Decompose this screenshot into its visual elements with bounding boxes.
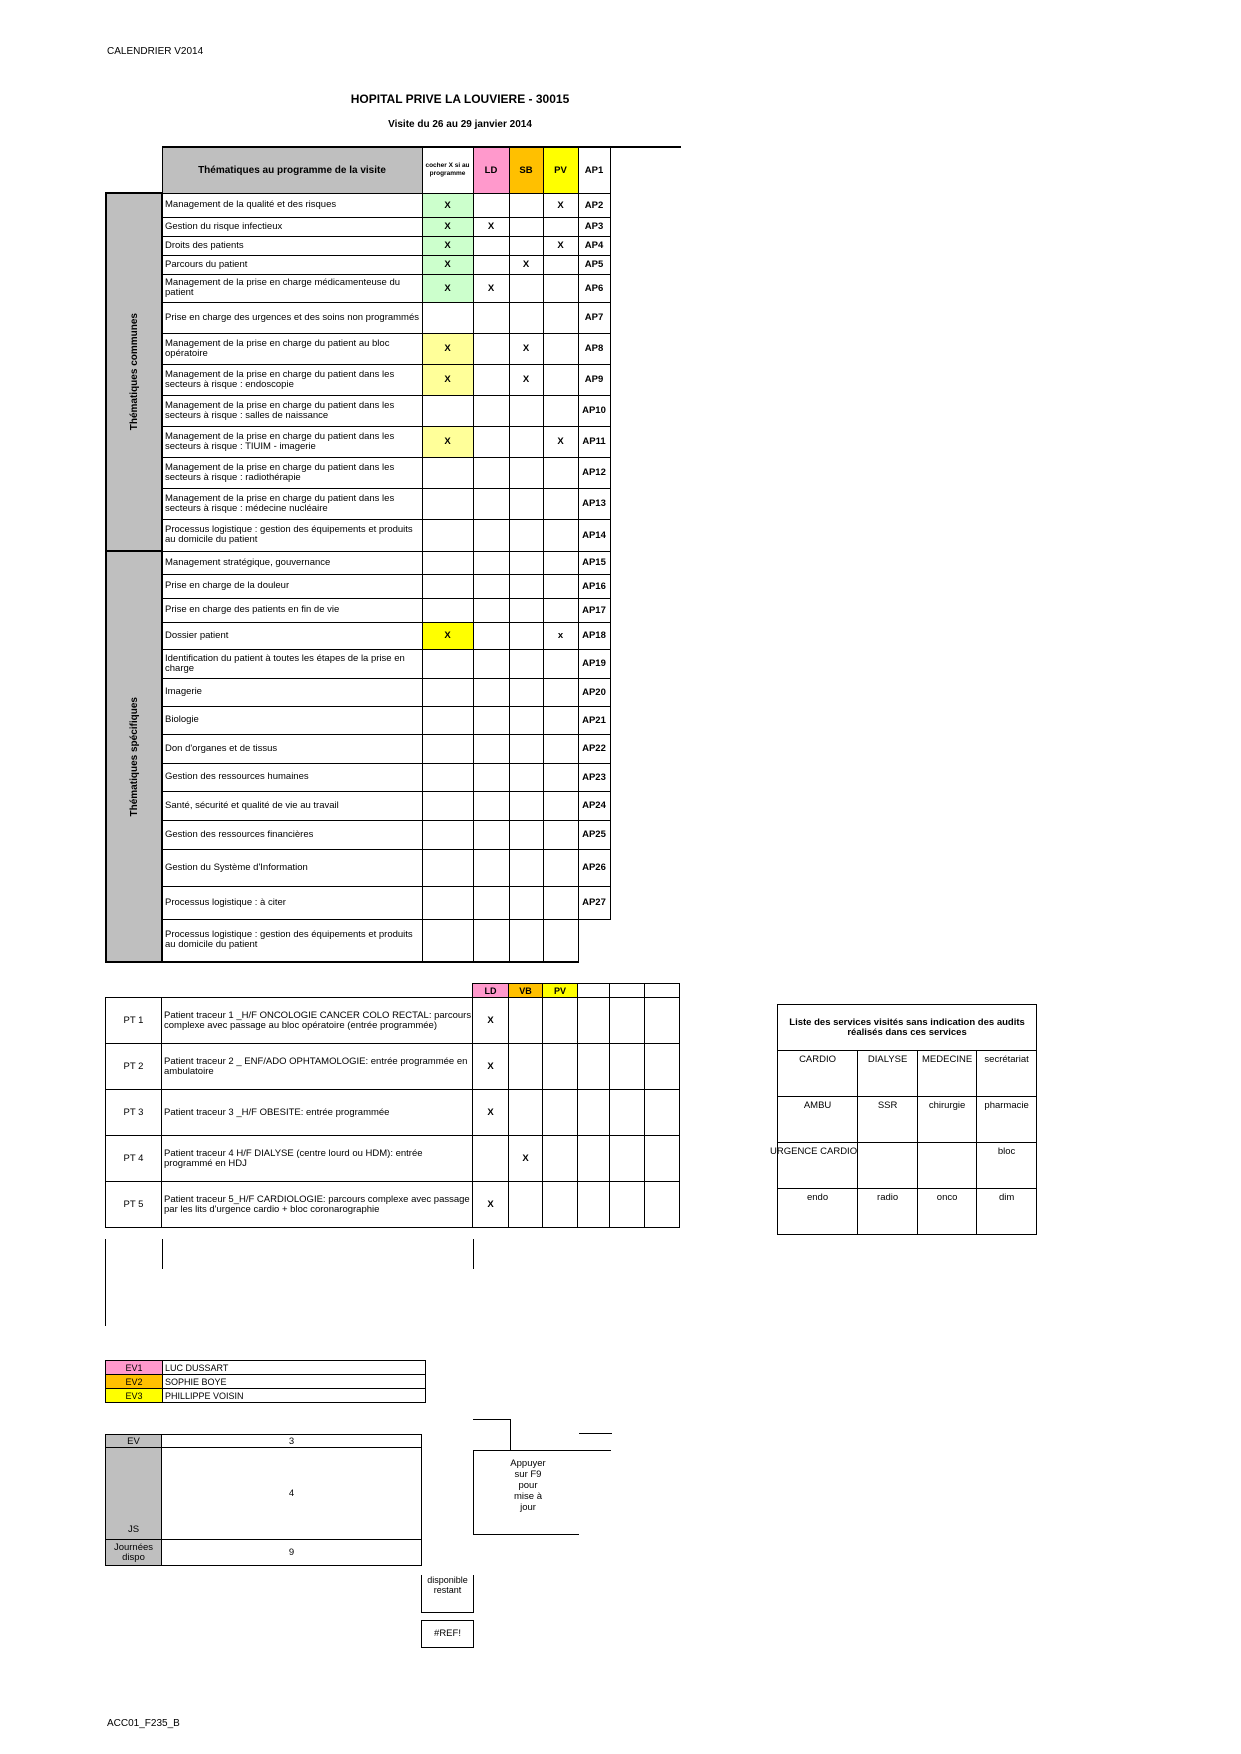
theme-label: Management de la prise en charge du patient dans les secteurs à risque : salles de naissance bbox=[162, 395, 422, 426]
document-code: CALENDRIER V2014 bbox=[107, 46, 204, 57]
pt-vb[interactable] bbox=[509, 1090, 543, 1136]
themes-table bbox=[105, 146, 611, 963]
theme-pv[interactable] bbox=[543, 598, 578, 622]
services-title: Liste des services visités sans indication des audits réalisés dans ces services bbox=[778, 1005, 1037, 1051]
pt-cell[interactable] bbox=[578, 998, 610, 1044]
divider bbox=[473, 1534, 579, 1535]
theme-sb[interactable] bbox=[509, 519, 543, 551]
theme-label: Gestion du risque infectieux bbox=[162, 217, 422, 236]
theme-ap: AP8 bbox=[578, 333, 610, 364]
pt-pv[interactable] bbox=[543, 998, 578, 1044]
theme-check[interactable] bbox=[422, 919, 473, 962]
theme-sb[interactable] bbox=[509, 395, 543, 426]
theme-ld[interactable] bbox=[473, 820, 509, 849]
journees-value: 9 bbox=[162, 1540, 422, 1566]
pt-cell[interactable] bbox=[645, 998, 680, 1044]
theme-label: Identification du patient à toutes les étapes de la prise en charge bbox=[162, 649, 422, 678]
theme-ap: AP11 bbox=[578, 426, 610, 457]
theme-sb[interactable] bbox=[509, 488, 543, 519]
theme-ap: AP21 bbox=[578, 706, 610, 734]
service-cell: CARDIO bbox=[778, 1051, 858, 1097]
pt-pv[interactable] bbox=[543, 1182, 578, 1228]
pt-blank-header bbox=[578, 984, 610, 998]
ev-value: 3 bbox=[162, 1435, 422, 1448]
theme-ld[interactable] bbox=[473, 919, 509, 962]
theme-label: Gestion des ressources humaines bbox=[162, 763, 422, 791]
theme-sb[interactable] bbox=[509, 919, 543, 962]
theme-sb[interactable]: X bbox=[509, 255, 543, 274]
theme-label: Management de la prise en charge du patient au bloc opératoire bbox=[162, 333, 422, 364]
theme-ld[interactable] bbox=[473, 734, 509, 763]
theme-check[interactable] bbox=[422, 519, 473, 551]
theme-label: Management stratégique, gouvernance bbox=[162, 551, 422, 574]
theme-check[interactable] bbox=[422, 574, 473, 598]
theme-check[interactable] bbox=[422, 395, 473, 426]
divider bbox=[579, 1433, 612, 1434]
divider bbox=[473, 1450, 611, 1451]
theme-pv[interactable] bbox=[543, 734, 578, 763]
pt-code: PT 1 bbox=[106, 998, 162, 1044]
pt-code: PT 2 bbox=[106, 1044, 162, 1090]
theme-check[interactable] bbox=[422, 763, 473, 791]
pt-vb[interactable]: X bbox=[509, 1136, 543, 1182]
theme-pv[interactable] bbox=[543, 217, 578, 236]
theme-label: Don d'organes et de tissus bbox=[162, 734, 422, 763]
service-cell: pharmacie bbox=[977, 1097, 1037, 1143]
theme-sb[interactable] bbox=[509, 678, 543, 706]
pv-column-header: PV bbox=[543, 147, 578, 193]
pt-ld[interactable] bbox=[473, 1136, 509, 1182]
pt-cell[interactable] bbox=[645, 1136, 680, 1182]
pt-cell[interactable] bbox=[645, 1182, 680, 1228]
theme-ld[interactable] bbox=[473, 255, 509, 274]
theme-sb[interactable] bbox=[509, 649, 543, 678]
theme-check[interactable] bbox=[422, 551, 473, 574]
theme-ld[interactable] bbox=[473, 457, 509, 488]
pt-cell[interactable] bbox=[578, 1136, 610, 1182]
evaluator-code: EV3 bbox=[106, 1389, 163, 1403]
theme-ap: AP15 bbox=[578, 551, 610, 574]
theme-ld[interactable] bbox=[473, 302, 509, 333]
theme-sb[interactable] bbox=[509, 217, 543, 236]
evaluator-name: SOPHIE BOYE bbox=[163, 1375, 426, 1389]
theme-label: Processus logistique : gestion des équipements et produits au domicile du patient bbox=[162, 519, 422, 551]
f9-note: Appuyer sur F9 pour mise à jour bbox=[510, 1458, 546, 1513]
theme-ap: AP16 bbox=[578, 574, 610, 598]
sb-column-header: SB bbox=[509, 147, 543, 193]
theme-label: Gestion du Système d'Information bbox=[162, 849, 422, 886]
pt-cell[interactable] bbox=[610, 1090, 645, 1136]
pt-blank-header bbox=[645, 984, 680, 998]
service-cell: secrétariat bbox=[977, 1051, 1037, 1097]
evaluator-name: LUC DUSSART bbox=[163, 1361, 426, 1375]
theme-ap: AP19 bbox=[578, 649, 610, 678]
theme-check[interactable] bbox=[422, 734, 473, 763]
pt-ld[interactable]: X bbox=[473, 998, 509, 1044]
theme-pv[interactable] bbox=[543, 255, 578, 274]
theme-pv[interactable] bbox=[543, 551, 578, 574]
pt-code: PT 5 bbox=[106, 1182, 162, 1228]
group-specifiques: Thématiques spécifiques bbox=[106, 551, 162, 962]
theme-pv[interactable] bbox=[543, 820, 578, 849]
theme-ld[interactable] bbox=[473, 678, 509, 706]
theme-label: Prise en charge des patients en fin de vie bbox=[162, 598, 422, 622]
theme-ap: AP13 bbox=[578, 488, 610, 519]
theme-ld[interactable] bbox=[473, 426, 509, 457]
evaluator-code: EV2 bbox=[106, 1375, 163, 1389]
theme-sb[interactable] bbox=[509, 236, 543, 255]
page-title: HOPITAL PRIVE LA LOUVIERE - 30015 bbox=[350, 92, 570, 106]
service-cell: AMBU bbox=[778, 1097, 858, 1143]
theme-pv[interactable]: x bbox=[543, 622, 578, 649]
pt-label: Patient traceur 4 H/F DIALYSE (centre lourd ou HDM): entrée programmé en HDJ bbox=[162, 1136, 473, 1182]
theme-ld[interactable] bbox=[473, 598, 509, 622]
theme-check[interactable] bbox=[422, 820, 473, 849]
theme-ld[interactable] bbox=[473, 649, 509, 678]
theme-ld[interactable] bbox=[473, 236, 509, 255]
tracer-table bbox=[105, 983, 680, 1228]
service-cell: dim bbox=[977, 1189, 1037, 1235]
theme-check[interactable] bbox=[422, 302, 473, 333]
theme-pv[interactable]: X bbox=[543, 236, 578, 255]
theme-ld[interactable] bbox=[473, 706, 509, 734]
theme-pv[interactable] bbox=[543, 395, 578, 426]
theme-ap: AP2 bbox=[578, 193, 610, 217]
pt-ld[interactable]: X bbox=[473, 1044, 509, 1090]
pt-vb[interactable] bbox=[509, 998, 543, 1044]
evaluator-code: EV1 bbox=[106, 1361, 163, 1375]
theme-label: Management de la prise en charge du patient dans les secteurs à risque : TIUIM - imagerie bbox=[162, 426, 422, 457]
pt-vb[interactable] bbox=[509, 1182, 543, 1228]
theme-ap: AP9 bbox=[578, 364, 610, 395]
group-communes: Thématiques communes bbox=[106, 193, 162, 551]
theme-check[interactable]: X bbox=[422, 274, 473, 302]
theme-ap: AP17 bbox=[578, 598, 610, 622]
visit-dates: Visite du 26 au 29 janvier 2014 bbox=[388, 119, 532, 130]
theme-ap: AP4 bbox=[578, 236, 610, 255]
theme-ap bbox=[578, 919, 610, 962]
pt-cell[interactable] bbox=[578, 1090, 610, 1136]
theme-pv[interactable]: X bbox=[543, 193, 578, 217]
pt-cell[interactable] bbox=[645, 1090, 680, 1136]
ap1-header: AP1 bbox=[578, 147, 610, 193]
theme-label: Management de la prise en charge du patient dans les secteurs à risque : radiothérapie bbox=[162, 457, 422, 488]
theme-ld[interactable] bbox=[473, 791, 509, 820]
theme-check[interactable] bbox=[422, 649, 473, 678]
theme-ap: AP14 bbox=[578, 519, 610, 551]
journees-label: Journées dispo bbox=[106, 1540, 162, 1566]
theme-check[interactable]: X bbox=[422, 426, 473, 457]
pt-cell[interactable] bbox=[610, 1044, 645, 1090]
theme-sb[interactable] bbox=[509, 274, 543, 302]
theme-check[interactable] bbox=[422, 488, 473, 519]
service-cell: MEDECINE bbox=[918, 1051, 977, 1097]
theme-sb[interactable] bbox=[509, 574, 543, 598]
service-cell: URGENCE CARDIO bbox=[770, 1146, 858, 1157]
theme-pv[interactable] bbox=[543, 364, 578, 395]
service-cell bbox=[858, 1143, 918, 1189]
theme-check[interactable] bbox=[422, 849, 473, 886]
theme-ap: AP20 bbox=[578, 678, 610, 706]
theme-pv[interactable] bbox=[543, 333, 578, 364]
pt-cell[interactable] bbox=[645, 1044, 680, 1090]
theme-check[interactable] bbox=[422, 886, 473, 919]
theme-pv[interactable] bbox=[543, 678, 578, 706]
theme-label: Prise en charge de la douleur bbox=[162, 574, 422, 598]
divider bbox=[162, 1239, 163, 1269]
theme-ld[interactable]: X bbox=[473, 217, 509, 236]
theme-pv[interactable] bbox=[543, 488, 578, 519]
evaluators-table bbox=[105, 1360, 426, 1403]
service-cell: bloc bbox=[977, 1143, 1037, 1189]
theme-check[interactable]: X bbox=[422, 622, 473, 649]
theme-check[interactable] bbox=[422, 678, 473, 706]
pt-pv[interactable] bbox=[543, 1090, 578, 1136]
pt-cell[interactable] bbox=[610, 1182, 645, 1228]
theme-ld[interactable] bbox=[473, 519, 509, 551]
theme-sb[interactable] bbox=[509, 426, 543, 457]
theme-label: Dossier patient bbox=[162, 622, 422, 649]
theme-pv[interactable] bbox=[543, 649, 578, 678]
pt-pv[interactable] bbox=[543, 1136, 578, 1182]
theme-check[interactable]: X bbox=[422, 236, 473, 255]
theme-ld[interactable] bbox=[473, 193, 509, 217]
theme-check[interactable]: X bbox=[422, 217, 473, 236]
pt-pv-header: PV bbox=[543, 984, 578, 998]
service-cell: chirurgie bbox=[918, 1097, 977, 1143]
pt-label: Patient traceur 2 _ ENF/ADO OPHTAMOLOGIE: entrée programmée en ambulatoire bbox=[162, 1044, 473, 1090]
theme-pv[interactable] bbox=[543, 302, 578, 333]
theme-ap: AP26 bbox=[578, 849, 610, 886]
theme-label: Prise en charge des urgences et des soins non programmés bbox=[162, 302, 422, 333]
theme-sb[interactable] bbox=[509, 193, 543, 217]
pt-cell[interactable] bbox=[610, 998, 645, 1044]
theme-pv[interactable] bbox=[543, 886, 578, 919]
theme-label: Processus logistique : gestion des équipements et produits au domicile du patient bbox=[162, 919, 422, 962]
theme-ld[interactable] bbox=[473, 622, 509, 649]
ld-column-header: LD bbox=[473, 147, 509, 193]
theme-sb[interactable] bbox=[509, 886, 543, 919]
theme-label: Processus logistique : à citer bbox=[162, 886, 422, 919]
pt-cell[interactable] bbox=[578, 1182, 610, 1228]
theme-check[interactable]: X bbox=[422, 193, 473, 217]
pt-ld[interactable]: X bbox=[473, 1182, 509, 1228]
theme-label: Imagerie bbox=[162, 678, 422, 706]
theme-pv[interactable] bbox=[543, 519, 578, 551]
theme-sb[interactable] bbox=[509, 598, 543, 622]
divider bbox=[473, 1419, 510, 1420]
theme-sb[interactable] bbox=[509, 457, 543, 488]
theme-label: Management de la prise en charge du patient dans les secteurs à risque : médecine nucléaire bbox=[162, 488, 422, 519]
theme-label: Biologie bbox=[162, 706, 422, 734]
ev-label: EV bbox=[106, 1435, 162, 1448]
divider bbox=[105, 1239, 106, 1326]
theme-pv[interactable] bbox=[543, 849, 578, 886]
theme-sb[interactable] bbox=[509, 302, 543, 333]
divider bbox=[473, 1450, 474, 1535]
theme-ap: AP27 bbox=[578, 886, 610, 919]
theme-ap: AP22 bbox=[578, 734, 610, 763]
theme-label: Management de la qualité et des risques bbox=[162, 193, 422, 217]
pt-label: Patient traceur 5_H/F CARDIOLOGIE: parcours complexe avec passage par les lits d'urgence cardio + bloc coronarographie bbox=[162, 1182, 473, 1228]
theme-sb[interactable] bbox=[509, 551, 543, 574]
restant-value: #REF! bbox=[421, 1620, 474, 1648]
service-cell: SSR bbox=[858, 1097, 918, 1143]
theme-ap: AP7 bbox=[578, 302, 610, 333]
evaluator-name: PHILLIPPE VOISIN bbox=[163, 1389, 426, 1403]
theme-ap: AP24 bbox=[578, 791, 610, 820]
theme-pv[interactable]: X bbox=[543, 426, 578, 457]
theme-ap: AP23 bbox=[578, 763, 610, 791]
theme-ld[interactable] bbox=[473, 333, 509, 364]
js-label: JS bbox=[106, 1448, 162, 1540]
theme-check[interactable] bbox=[422, 457, 473, 488]
pt-cell[interactable] bbox=[578, 1044, 610, 1090]
theme-sb[interactable]: X bbox=[509, 364, 543, 395]
theme-pv[interactable] bbox=[543, 574, 578, 598]
theme-sb[interactable]: X bbox=[509, 333, 543, 364]
theme-ld[interactable] bbox=[473, 886, 509, 919]
theme-ap: AP6 bbox=[578, 274, 610, 302]
form-code: ACC01_F235_B bbox=[107, 1718, 180, 1729]
theme-ap: AP25 bbox=[578, 820, 610, 849]
theme-ld[interactable] bbox=[473, 574, 509, 598]
summary-table bbox=[105, 1434, 422, 1566]
pt-vb-header: VB bbox=[509, 984, 543, 998]
divider bbox=[510, 1419, 511, 1450]
theme-ld[interactable] bbox=[473, 551, 509, 574]
header-rule bbox=[609, 146, 681, 148]
divider bbox=[473, 1239, 474, 1269]
service-cell bbox=[918, 1143, 977, 1189]
js-value: 4 bbox=[162, 1448, 422, 1540]
theme-pv[interactable] bbox=[543, 791, 578, 820]
theme-ld[interactable] bbox=[473, 849, 509, 886]
theme-sb[interactable] bbox=[509, 706, 543, 734]
blank bbox=[106, 984, 473, 998]
theme-ap: AP10 bbox=[578, 395, 610, 426]
pt-label: Patient traceur 1 _H/F ONCOLOGIE CANCER COLO RECTAL: parcours complexe avec passage au bloc opératoire (entrée programmée) bbox=[162, 998, 473, 1044]
theme-ap: AP18 bbox=[578, 622, 610, 649]
theme-check[interactable] bbox=[422, 706, 473, 734]
theme-ld[interactable]: X bbox=[473, 274, 509, 302]
blank-corner bbox=[106, 147, 162, 193]
theme-sb[interactable] bbox=[509, 734, 543, 763]
theme-check[interactable]: X bbox=[422, 333, 473, 364]
pt-ld[interactable]: X bbox=[473, 1090, 509, 1136]
theme-label: Gestion des ressources financières bbox=[162, 820, 422, 849]
pt-pv[interactable] bbox=[543, 1044, 578, 1090]
pt-label: Patient traceur 3 _H/F OBESITE: entrée programmée bbox=[162, 1090, 473, 1136]
restant-label: disponible restant bbox=[421, 1575, 474, 1613]
service-cell: endo bbox=[778, 1189, 858, 1235]
service-cell: DIALYSE bbox=[858, 1051, 918, 1097]
theme-pv[interactable] bbox=[543, 457, 578, 488]
theme-sb[interactable] bbox=[509, 763, 543, 791]
theme-label: Management de la prise en charge médicamenteuse du patient bbox=[162, 274, 422, 302]
theme-pv[interactable] bbox=[543, 274, 578, 302]
check-column-header: cocher X si au programme bbox=[422, 147, 473, 193]
service-cell: onco bbox=[918, 1189, 977, 1235]
pt-cell[interactable] bbox=[610, 1136, 645, 1182]
theme-ap: AP12 bbox=[578, 457, 610, 488]
theme-label: Parcours du patient bbox=[162, 255, 422, 274]
theme-sb[interactable] bbox=[509, 622, 543, 649]
pt-vb[interactable] bbox=[509, 1044, 543, 1090]
theme-pv[interactable] bbox=[543, 706, 578, 734]
theme-ld[interactable] bbox=[473, 763, 509, 791]
pt-code: PT 3 bbox=[106, 1090, 162, 1136]
theme-sb[interactable] bbox=[509, 820, 543, 849]
themes-header: Thématiques au programme de la visite bbox=[162, 147, 422, 193]
theme-label: Droits des patients bbox=[162, 236, 422, 255]
pt-code: PT 4 bbox=[106, 1136, 162, 1182]
theme-ap: AP3 bbox=[578, 217, 610, 236]
theme-check[interactable]: X bbox=[422, 364, 473, 395]
theme-label: Management de la prise en charge du patient dans les secteurs à risque : endoscopie bbox=[162, 364, 422, 395]
theme-ap: AP5 bbox=[578, 255, 610, 274]
theme-check[interactable]: X bbox=[422, 255, 473, 274]
theme-check[interactable] bbox=[422, 598, 473, 622]
theme-check[interactable] bbox=[422, 791, 473, 820]
services-table bbox=[770, 1004, 1037, 1235]
theme-ld[interactable] bbox=[473, 488, 509, 519]
theme-sb[interactable] bbox=[509, 849, 543, 886]
service-cell: radio bbox=[858, 1189, 918, 1235]
theme-pv[interactable] bbox=[543, 919, 578, 962]
theme-sb[interactable] bbox=[509, 791, 543, 820]
theme-label: Santé, sécurité et qualité de vie au travail bbox=[162, 791, 422, 820]
theme-ld[interactable] bbox=[473, 395, 509, 426]
theme-ld[interactable] bbox=[473, 364, 509, 395]
theme-pv[interactable] bbox=[543, 763, 578, 791]
pt-blank-header bbox=[610, 984, 645, 998]
pt-ld-header: LD bbox=[473, 984, 509, 998]
